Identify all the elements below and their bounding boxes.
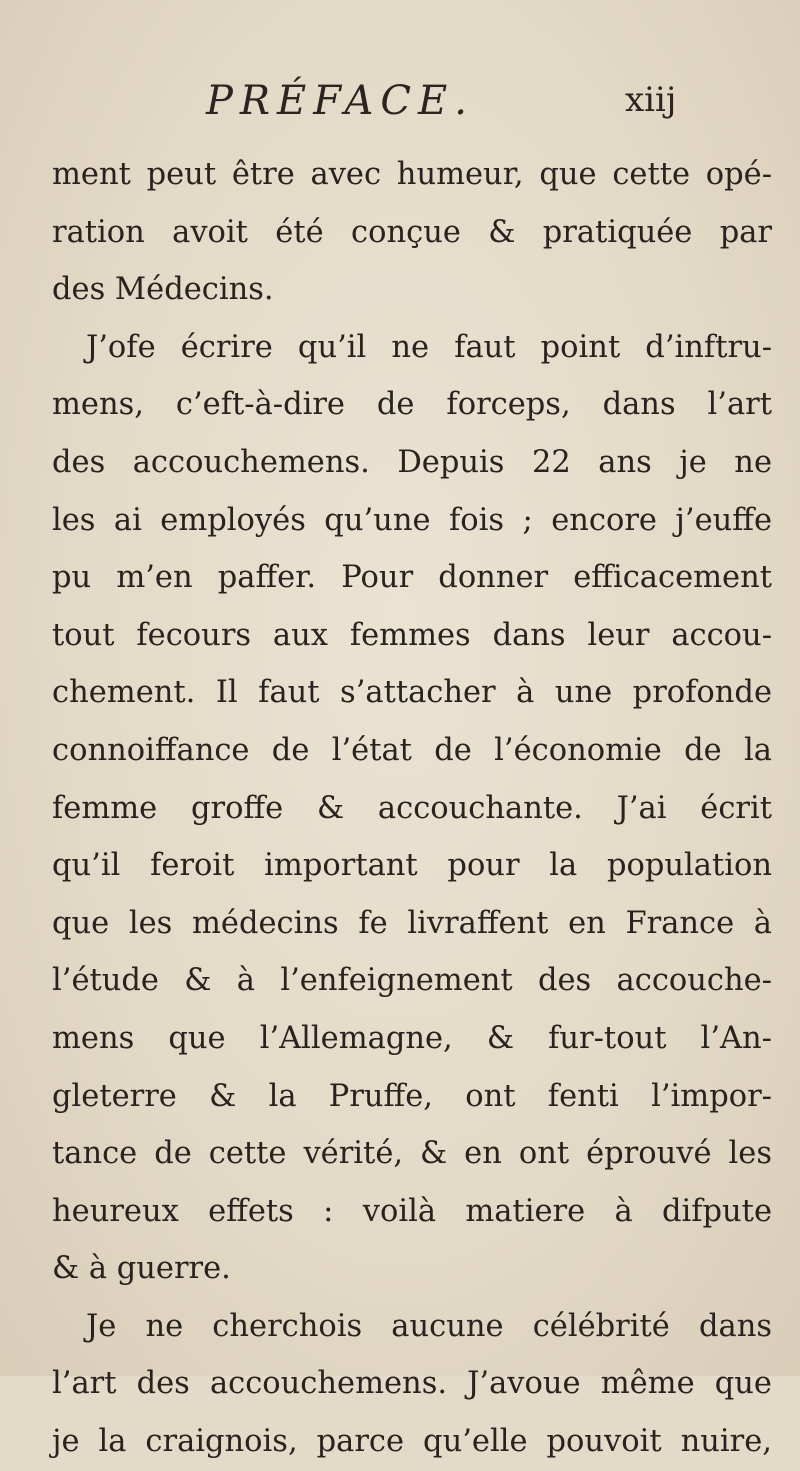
text-line: tout fecours aux femmes dans leur accou- (52, 617, 772, 653)
text-line: & à guerre. (52, 1251, 231, 1287)
text-line: tance de cette vérité, & en ont éprouvé les (52, 1136, 772, 1172)
text-line: des Médecins. (52, 272, 274, 308)
page-number: xiij (625, 80, 677, 120)
body-text (52, 146, 772, 1471)
text-line: ment peut être avec humeur, que cette opé- (52, 157, 772, 192)
text-line: pu m’en paffer. Pour donner efficacement (52, 560, 772, 596)
text-line: l’art des accouchemens. J’avoue même que (52, 1366, 772, 1402)
text-line: l’étude & à l’enfeignement des accouche- (52, 963, 772, 999)
text-line: mens, c’eft-à-dire de forceps, dans l’art (52, 387, 772, 423)
text-line: Je ne cherchois aucune célébrité dans (86, 1308, 772, 1344)
text-line: femme groffe & accouchante. J’ai écrit (52, 790, 772, 826)
text-line: les ai employés qu’une fois ; encore j’euffe (52, 502, 772, 538)
text-line: heureux effets : voilà matiere à difpute (52, 1193, 772, 1229)
text-line: gleterre & la Pruffe, ont fenti l’impor- (52, 1078, 772, 1114)
text-line: mens que l’Allemagne, & fur-tout l’An- (52, 1020, 772, 1056)
text-line: ration avoit été conçue & pratiquée par (52, 214, 772, 250)
running-title: PRÉFACE. (206, 78, 474, 124)
text-line: je la craignois, parce qu’elle pouvoit nuire, (52, 1424, 772, 1460)
text-line: que les médecins fe livraffent en France à (52, 905, 772, 941)
text-line: qu’il feroit important pour la population (52, 848, 772, 884)
page-header (0, 74, 800, 134)
text-line: des accouchemens. Depuis 22 ans je ne (52, 444, 772, 480)
text-line: J’ofe écrire qu’il ne faut point d’inftru- (86, 329, 772, 365)
text-line: chement. Il faut s’attacher à une profonde (52, 675, 772, 711)
text-line: connoiffance de l’état de l’économie de la (52, 732, 772, 768)
